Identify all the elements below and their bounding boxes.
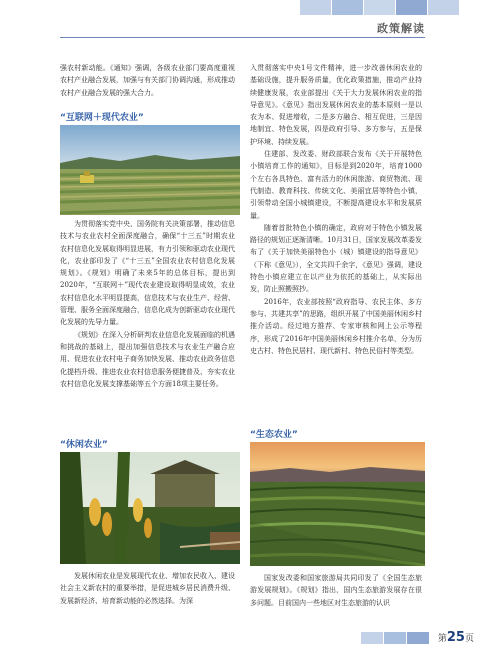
footer — [361, 630, 480, 645]
heading-ecological-agriculture: “生态农业” — [250, 430, 298, 440]
photo-leisure-farm — [60, 452, 240, 564]
page-number: 第25页 — [437, 630, 474, 645]
heading-leisure-agriculture: “休闲农业” — [60, 440, 108, 450]
photo-terraced-fields — [250, 442, 425, 566]
left-para-1: 强农村新动能。《通知》强调，各级农业部门要高度重视农村产业融合发展，加强与有关部门协调沟通，形成推动农村产业融合发展的强大合力。 — [60, 64, 235, 97]
heading-internet-agriculture: “互联网＋现代农业” — [60, 113, 144, 123]
right-para-2: 国家发改委和国家旅游局共同印发了《全国生态旅游发展规划》。《规划》指出，国内生态旅游发展存在很多问题。目前国内一些地区对生态旅游的认识 — [250, 574, 422, 607]
footer-color-tiles — [361, 632, 430, 644]
left-para-2: 为贯彻落实党中央、国务院有关决策部署，推动信息技术与农业农村全面深度融合，确保“十三五”时期农业农村信息化发展取得明显进展，有力引领和驱动农业现代化，农业部印发了《“十三五”全国农业农村信息化发展规划》。《规划》明确了未来5年的总体目标，提出到2020年，“互联网＋”现代农业建设取得明显成效，农业农村信息化水平明显提高，信息技术与农业生产、经营、管理、服务全面深度融合，信息化成为创新驱动农业现代化发展的先导力量。 《规划》在深入分析研判农业信息化发展面临的机遇和挑战的基础上，提出加强信息技术与农业生产融合应用、促进农业农村电子商务加快发展、推动农业政务信息化提档升级、推进农业农村信息服务便捷普及、夯实农业农村信息化发展支撑基础等五个方面18项主要任务。 — [60, 220, 235, 388]
right-para-1: 入贯彻落实中央1号文件精神，进一步改善休闲农业的基础设施，提升服务质量，优化政策措施，推动产业持续健康发展，农业部提出《关于大力发展休闲农业的指导意见》。《意见》指出发展休闲农业的基本原则一是以农为本、促进增收，二是多方融合、相互促进，三是因地制宜、特色发展，四是政府引导、多方参与，五是保护环境、持续发展。 住建部、发改委、财政部联合发布《关于开展特色小镇培育工作的通知》，目标是到2020年，培育1000个左右各具特色、富有活力的休闲旅游、商贸物流、现代制造、教育科技、传统文化、美丽宜居等特色小镇，引领带动全国小城镇建设，不断提高建设水平和发展质量。 随着首批特色小镇的确定，政府对于特色小镇发展路径的规划正逐渐清晰。10月31日，国家发展改革委发布了《关于加快美丽特色小（城）镇建设的指导意见》（下称《意见》），全文共四千余字，《意见》强调，建设特色小镇应建立在以产业为依托的基础上，从实际出发，防止照搬照抄。 2016年，农业部按照“政府指导、农民主体、多方参与、共建共享”的思路，组织开展了中国美丽休闲乡村推介活动。经过地方推荐、专家审核和网上公示等程序，形成了2016年中国美丽休闲乡村推介名单，分为历史古村、特色民居村、现代新村、特色民俗村等类型。 — [250, 64, 422, 355]
header-rule — [60, 37, 425, 38]
header-color-tiles — [300, 0, 460, 15]
section-title: 政策解读 — [377, 22, 425, 35]
photo-farmland-bulldozer — [60, 125, 240, 215]
left-para-3: 发展休闲农业是发展现代农业、增加农民收入、建设社会主义新农村的重要举措，是促进城乡居民消费升级、发展新经济、培育新动能的必然选择。为深 — [60, 572, 235, 605]
